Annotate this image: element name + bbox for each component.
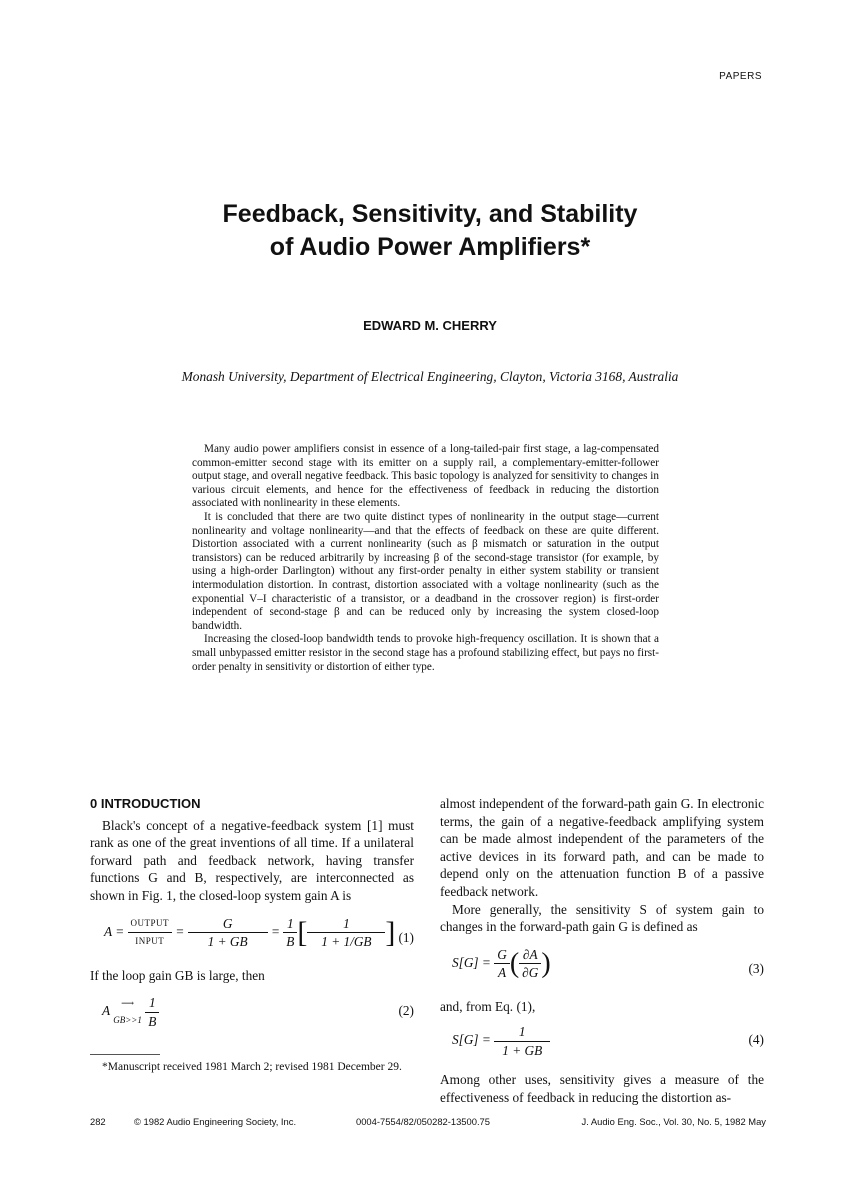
right-paragraph-4: Among other uses, sensitivity gives a measure of the effectiveness of feedback in reducing the distortion as- <box>440 1072 764 1105</box>
title-line-1: Feedback, Sensitivity, and Stability <box>222 200 638 228</box>
eq1-inner-fraction: $\frac{1}{1 + 1/GB}$ <box>307 915 385 951</box>
page-number: 282 <box>90 1116 106 1127</box>
author: EDWARD M. CHERRY <box>363 318 497 333</box>
eq1-lhs: A <box>104 923 112 939</box>
section-heading: 0 INTRODUCTION <box>90 796 201 811</box>
footnote-rule <box>90 1054 160 1055</box>
eq3-number: (3) <box>748 960 764 976</box>
eq1-fraction: $\frac{G}{1 + GB}$ <box>188 915 268 951</box>
right-paragraph-1: almost independent of the forward-path gain G. In electronic terms, the gain of a negative-feedback amplifying system can be made almost independent of the parameters of the active devices in its forward path, and can be made to depend only on the attenuation function B of a passive feedback network. <box>440 796 764 899</box>
article-code: 0004-7554/82/050282-13500.75 <box>356 1116 490 1127</box>
paper-title <box>0 198 860 264</box>
footnote: *Manuscript received 1981 March 2; revised 1981 December 29. <box>102 1061 402 1074</box>
title-line-2: of Audio Power Amplifiers* <box>269 233 591 261</box>
right-column <box>440 795 764 1107</box>
eq2-number: (2) <box>398 1003 414 1019</box>
eq2-fraction: $\frac{1}{B}$ <box>145 994 159 1030</box>
intro-paragraph-2: If the loop gain GB is large, then <box>90 967 265 983</box>
eq4-number: (4) <box>748 1032 764 1048</box>
equation-3: S[G] = $\frac{G}{A}$ ( $\frac{\partial A}{\partial G}$ ) (3) <box>452 946 764 981</box>
eq2-arrow: ⟶ GB>>1 <box>113 997 142 1026</box>
equation-4: S[G] = $\frac{1}{1 + GB}$ (4) <box>452 1024 764 1058</box>
equation-1: A = $\frac{\text{OUTPUT}}{\text{INPUT}}$ = $\frac{G}{1 + GB}$ = $\frac{1}{B}$ [ $\frac{1}{1 + 1/GB}$ ] (1) <box>104 915 414 950</box>
eq1-number: (1) <box>398 929 414 945</box>
eq1-ratio: $\frac{\text{OUTPUT}}{\text{INPUT}}$ <box>128 915 173 951</box>
eq3-prefactor: $\frac{G}{A}$ <box>494 946 510 982</box>
eq4-lhs: S[G] <box>452 1032 479 1048</box>
equation-2 <box>90 994 414 1046</box>
copyright: © 1982 Audio Engineering Society, Inc. <box>134 1116 297 1127</box>
affiliation: Monash University, Department of Electrical Engineering, Clayton, Victoria 3168, Australia <box>181 369 679 384</box>
abstract <box>192 443 659 674</box>
eq3-derivative: $\frac{\partial A}{\partial G}$ <box>519 946 541 982</box>
right-paragraph-3: and, from Eq. (1), <box>440 998 536 1014</box>
abstract-paragraph-2: It is concluded that there are two quite distinct types of nonlinearity in the output stage—current nonlinearity and voltage nonlinearity—and that the effects of feedback on these are quite different. Distortion associated with a current nonlinearity (such as β mismatch or saturation in the output transistors) can be reduced arbitrarily by increasing β of the second-stage transistor (for example, by using a high-order Darlington) without any first-order penalty in either system stability or transient intermodulation distortion. In contrast, distortion associated with a voltage nonlinearity (such as the exponential V–I characteristic of a transistor, or a deadband in the crossover region) is first-order independent of second-stage β and can be reduced only by increasing the system closed-loop bandwidth. <box>192 510 659 632</box>
right-paragraph-2: More generally, the sensitivity S of system gain to changes in the forward-path gain G is defined as <box>440 901 764 935</box>
section-label: PAPERS <box>719 71 762 82</box>
eq4-fraction: $\frac{1}{1 + GB}$ <box>494 1023 550 1059</box>
eq1-prefactor: $\frac{1}{B}$ <box>283 915 297 951</box>
eq2-lhs: A <box>102 1003 110 1019</box>
journal-citation: J. Audio Eng. Soc., Vol. 30, No. 5, 1982 May <box>581 1116 766 1127</box>
intro-paragraph-1: Black's concept of a negative-feedback system [1] must rank as one of the great inventions of all time. If a unilateral forward path and feedback network, having transfer functions G and B, respectively, are interconnected as shown in Fig. 1, the closed-loop system gain A is <box>90 817 414 903</box>
abstract-paragraph-3: Increasing the closed-loop bandwidth tends to provoke high-frequency oscillation. It is shown that a small unbypassed emitter resistor in the second stage has a profound stabilizing effect, but pays no first-order penalty in sensitivity or distortion of either type. <box>192 633 659 673</box>
abstract-paragraph-1: Many audio power amplifiers consist in essence of a long-tailed-pair first stage, a lag-compensated common-emitter second stage with its emitter on a supply rail, a complementary-emitter-follower output stage, and overall negative feedback. This basic topology is analyzed for sensitivity to changes in various circuit elements, and hence for the effectiveness of feedback in reducing the distortion associated with nonlinearity in these elements. <box>192 443 659 510</box>
left-column <box>90 795 414 1074</box>
eq3-lhs: S[G] <box>452 954 479 970</box>
